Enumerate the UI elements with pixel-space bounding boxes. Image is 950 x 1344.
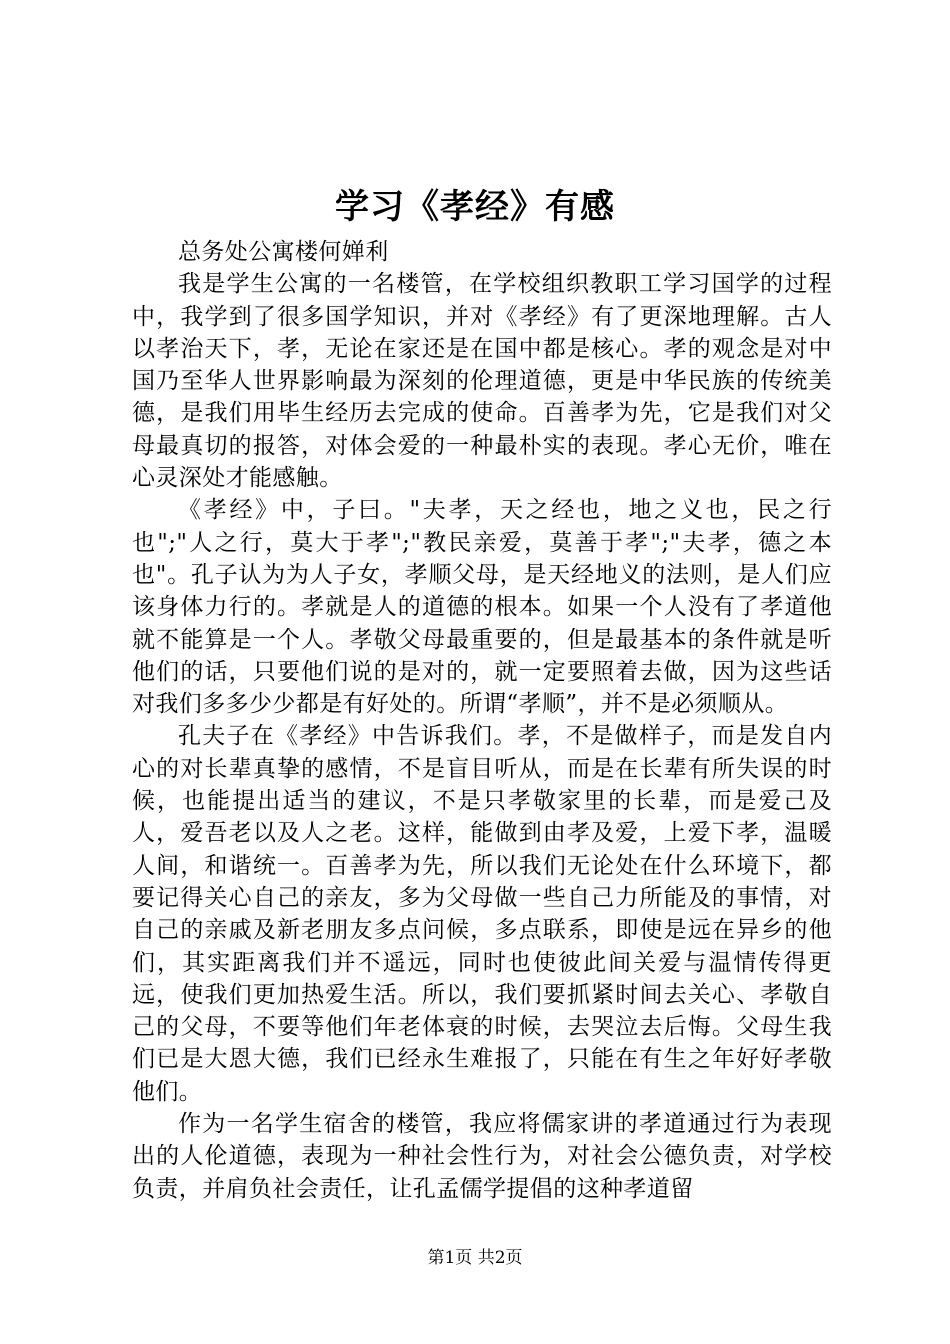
page-footer: 第1页 共2页: [427, 1248, 523, 1268]
paragraph-2: 《孝经》中，子曰。"夫孝，天之经也，地之义也，民之行也";"人之行，莫大于孝";"教民亲爱，莫善于孝";"夫孝，德之本也"。孔子认为为人子女，孝顺父母，是天经地义的法则，是人们应该身体力行的。孝就是人的道德的根本。如果一个人没有了孝道他就不能算是一个人。孝敬父母最重要的，但是最基本的条件就是听他们的话，只要他们说的是对的，就一定要照着去做，因为这些话对我们多多少少都是有好处的。所谓“孝顺”，并不是必须顺从。: [132, 497, 832, 718]
paragraph-4: 作为一名学生宿舍的楼管，我应将儒家讲的孝道通过行为表现出的人伦道德，表现为一种社会性行为，对社会公德负责，对学校负责，并肩负社会责任，让孔孟儒学提倡的这种孝道留: [132, 1111, 832, 1202]
paragraph-3: 孔夫子在《孝经》中告诉我们。孝，不是做样子，而是发自内心的对长辈真挚的感情，不是盲目听从，而是在长辈有所失误的时候，也能提出适当的建议，不是只孝敬家里的长辈，而是爱己及人，爱吾老以及人之老。这样，能做到由孝及爱，上爱下孝，温暖人间，和谐统一。百善孝为先，所以我们无论处在什么环境下，都要记得关心自己的亲友，多为父母做一些自己力所能及的事情，对自己的亲戚及新老朋友多点问候，多点联系，即使是远在异乡的他们，其实距离我们并不遥远，同时也使彼此间关爱与温情传得更远，使我们更加热爱生活。所以，我们要抓紧时间去关心、孝敬自己的父母，不要等他们年老体衰的时候，去哭泣去后悔。父母生我们已是大恩大德，我们已经永生难报了，只能在有生之年好好孝敬他们。: [132, 723, 832, 1105]
document-body: [132, 236, 832, 1205]
author-line: 总务处公寓楼何婵利: [178, 239, 389, 265]
paragraph-1: 我是学生公寓的一名楼管，在学校组织教职工学习国学的过程中，我学到了很多国学知识，并对《孝经》有了更深地理解。古人以孝治天下，孝，无论在家还是在国中都是核心。孝的观念是对中国乃至华人世界影响最为深刻的伦理道德，更是中华民族的传统美德，是我们用毕生经历去完成的使命。百善孝为先，它是我们对父母最真切的报答，对体会爱的一种最朴实的表现。孝心无价，唯在心灵深处才能感触。: [132, 271, 832, 492]
document-title: 学习《孝经》有感: [335, 187, 615, 227]
